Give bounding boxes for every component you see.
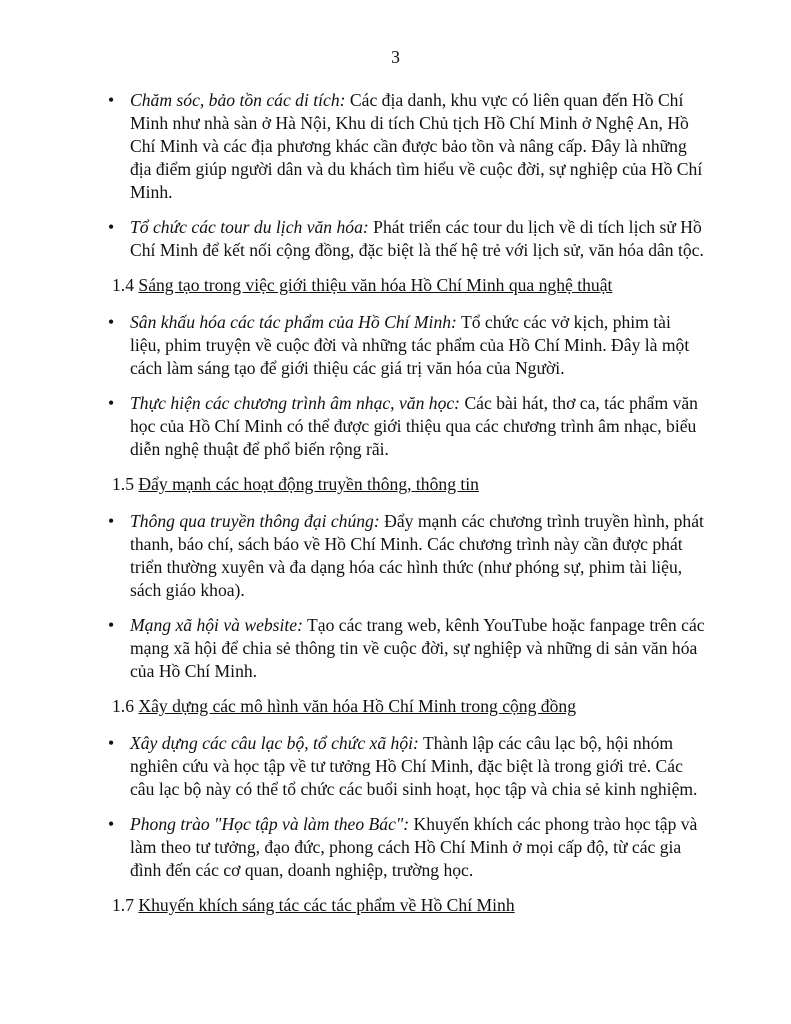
section-title: Xây dựng các mô hình văn hóa Hồ Chí Minh trong cộng đồng [138,696,576,716]
bullet-text: Tổ chức các vở kịch, phim tài liệu, phim truyện về cuộc đời và những tác phẩm của Hồ Chí Minh. Đây là một cách làm sáng tạo để giới thiệu các giá trị văn hóa của Người. [130,312,690,378]
bullet-icon: • [108,733,115,753]
bullet-text: Tạo các trang web, kênh YouTube hoặc fanpage trên các mạng xã hội để chia sẻ thông tin về cuộc đời, sự nghiệp và những di sản văn hóa của Hồ Chí Minh. [130,615,705,681]
section-number: 1.6 [112,696,134,716]
section-title: Sáng tạo trong việc giới thiệu văn hóa Hồ Chí Minh qua nghệ thuật [138,275,613,295]
bullet-icon: • [108,814,115,834]
section-number: 1.7 [112,895,134,915]
bullet-text: Các địa danh, khu vực có liên quan đến Hồ Chí Minh như nhà sàn ở Hà Nội, Khu di tích Chủ tịch Hồ Chí Minh ở Nghệ An, Hồ Chí Minh và các địa phương khác cần được bảo tồn và nâng cấp. Đây là những địa điểm giúp người dân và du khách tìm hiểu về cuộc đời, sự nghiệp của Hồ Chí Minh. [130,90,703,202]
bullet-item [106,311,706,380]
bullet-item [106,216,706,262]
bullet-label: Thông qua truyền thông đại chúng: [130,511,380,531]
bullet-text: Phát triển các tour du lịch về di tích lịch sử Hồ Chí Minh để kết nối cộng đồng, đặc biệt là thế hệ trẻ với lịch sử, văn hóa dân tộc. [130,217,704,260]
bullet-text: Thành lập các câu lạc bộ, hội nhóm nghiên cứu và học tập về tư tưởng Hồ Chí Minh, đặc biệt là trong giới trẻ. Các câu lạc bộ này có thể tổ chức các buổi sinh hoạt, học tập và chia sẻ kinh nghiệm. [130,733,698,799]
document-body [106,89,706,931]
bullet-item [106,732,706,801]
bullet-icon: • [108,90,115,110]
bullet-label: Xây dựng các câu lạc bộ, tổ chức xã hội: [130,733,419,753]
section-number: 1.4 [112,275,134,295]
bullet-label: Mạng xã hội và website: [130,615,303,635]
bullet-text: Khuyến khích các phong trào học tập và làm theo tư tưởng, đạo đức, phong cách Hồ Chí Minh ở mọi cấp độ, từ các gia đình đến các cơ quan, doanh nghiệp, trường học. [130,814,698,880]
bullet-icon: • [108,312,115,332]
section-heading [112,894,706,917]
bullet-icon: • [108,217,115,237]
bullet-label: Tổ chức các tour du lịch văn hóa: [130,217,369,237]
section-title: Đẩy mạnh các hoạt động truyền thông, thông tin [138,474,479,494]
section-number: 1.5 [112,474,134,494]
bullet-label: Sân khấu hóa các tác phẩm của Hồ Chí Minh: [130,312,457,332]
bullet-label: Phong trào "Học tập và làm theo Bác": [130,814,410,834]
bullet-label: Thực hiện các chương trình âm nhạc, văn học: [130,393,461,413]
section-title: Khuyến khích sáng tác các tác phẩm về Hồ Chí Minh [138,895,515,915]
bullet-icon: • [108,511,115,531]
section-heading [112,274,706,297]
bullet-text: Đẩy mạnh các chương trình truyền hình, phát thanh, báo chí, sách báo về Hồ Chí Minh. Các chương trình này cần được phát triển thường xuyên và đa dạng hóa các hình thức (như phóng sự, phim tài liệu, sách giáo khoa). [130,511,704,600]
section-heading [112,695,706,718]
bullet-item [106,813,706,882]
bullet-label: Chăm sóc, bảo tồn các di tích: [130,90,346,110]
bullet-text: Các bài hát, thơ ca, tác phẩm văn học của Hồ Chí Minh có thể được giới thiệu qua các chương trình âm nhạc, biểu diễn nghệ thuật để phổ biến rộng rãi. [130,393,698,459]
bullet-item [106,614,706,683]
bullet-icon: • [108,393,115,413]
bullet-item [106,510,706,602]
bullet-item [106,89,706,204]
bullet-icon: • [108,615,115,635]
section-heading [112,473,706,496]
page-number: 3 [391,47,400,67]
bullet-item [106,392,706,461]
